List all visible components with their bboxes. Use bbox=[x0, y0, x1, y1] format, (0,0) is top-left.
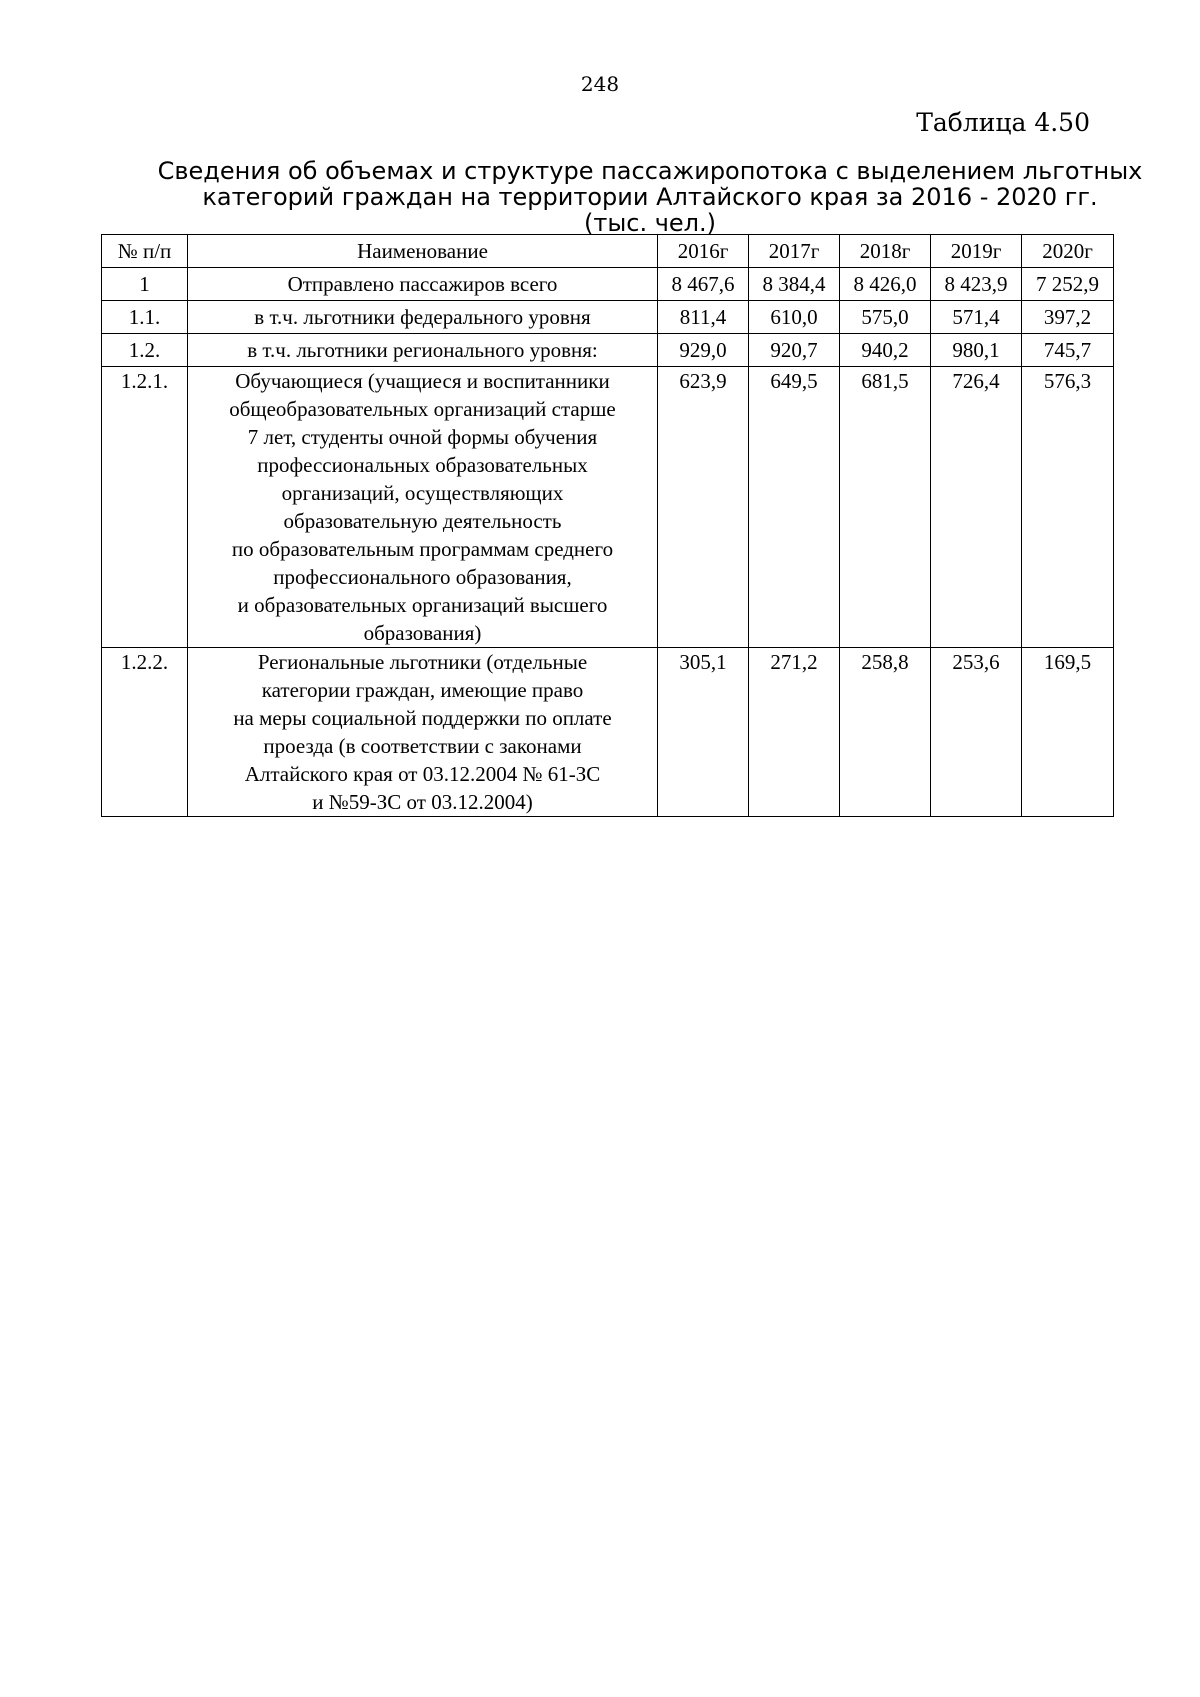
value-2018: 258,8 bbox=[840, 648, 931, 817]
header-name: Наименование bbox=[188, 235, 658, 268]
header-2016: 2016г bbox=[658, 235, 749, 268]
row-name-line: в т.ч. льготники регионального уровня: bbox=[247, 338, 598, 362]
value-2020: 576,3 bbox=[1022, 367, 1114, 648]
row-name-line: профессиональных образовательных bbox=[257, 453, 588, 477]
value-2017: 610,0 bbox=[749, 301, 840, 334]
value-2017: 649,5 bbox=[749, 367, 840, 648]
passenger-flow-table bbox=[101, 234, 1114, 817]
row-name-line: категории граждан, имеющие право bbox=[261, 678, 584, 702]
header-2017: 2017г bbox=[749, 235, 840, 268]
value-2016: 623,9 bbox=[658, 367, 749, 648]
row-name-line: на меры социальной поддержки по оплате bbox=[233, 706, 612, 730]
value-2018: 8 426,0 bbox=[840, 268, 931, 301]
value-2016: 929,0 bbox=[658, 334, 749, 367]
value-2019: 253,6 bbox=[931, 648, 1022, 817]
table-row bbox=[102, 648, 1114, 817]
header-2018: 2018г bbox=[840, 235, 931, 268]
row-name bbox=[188, 648, 658, 817]
value-2020: 397,2 bbox=[1022, 301, 1114, 334]
row-number: 1.2.1. bbox=[102, 367, 188, 648]
value-2018: 575,0 bbox=[840, 301, 931, 334]
header-number: № п/п bbox=[102, 235, 188, 268]
value-2017: 271,2 bbox=[749, 648, 840, 817]
row-name-line: общеобразовательных организаций старше bbox=[229, 397, 616, 421]
row-name bbox=[188, 301, 658, 334]
value-2018: 940,2 bbox=[840, 334, 931, 367]
row-name-line: проезда (в соответствии с законами bbox=[263, 734, 582, 758]
row-name-line: в т.ч. льготники федерального уровня bbox=[254, 305, 591, 329]
table-row bbox=[102, 268, 1114, 301]
value-2017: 8 384,4 bbox=[749, 268, 840, 301]
table-row bbox=[102, 301, 1114, 334]
value-2019: 8 423,9 bbox=[931, 268, 1022, 301]
row-name-line: 7 лет, студенты очной формы обучения bbox=[247, 425, 598, 449]
row-name-line: организаций, осуществляющих bbox=[281, 481, 564, 505]
row-number: 1.1. bbox=[102, 301, 188, 334]
row-name bbox=[188, 367, 658, 648]
row-name-line: образования) bbox=[363, 621, 482, 645]
title-line: категорий граждан на территории Алтайского края за 2016 - 2020 гг. bbox=[202, 183, 1098, 211]
table-title bbox=[150, 158, 1150, 236]
title-line: Сведения об объемах и структуре пассажиропотока с выделением льготных bbox=[157, 157, 1143, 185]
row-name-line: Региональные льготники (отдельные bbox=[257, 650, 588, 674]
table-row bbox=[102, 334, 1114, 367]
row-number: 1.2. bbox=[102, 334, 188, 367]
row-name-line: профессионального образования, bbox=[273, 565, 572, 589]
row-name-line: и образовательных организаций высшего bbox=[237, 593, 608, 617]
value-2017: 920,7 bbox=[749, 334, 840, 367]
page-number: 248 bbox=[580, 72, 620, 96]
value-2019: 571,4 bbox=[931, 301, 1022, 334]
value-2016: 305,1 bbox=[658, 648, 749, 817]
value-2019: 726,4 bbox=[931, 367, 1022, 648]
row-name-line: и №59-ЗС от 03.12.2004) bbox=[312, 790, 533, 814]
value-2020: 169,5 bbox=[1022, 648, 1114, 817]
row-name-line: Алтайского края от 03.12.2004 № 61-ЗС bbox=[244, 762, 601, 786]
row-number: 1.2.2. bbox=[102, 648, 188, 817]
value-2016: 8 467,6 bbox=[658, 268, 749, 301]
row-name-line: по образовательным программам среднего bbox=[231, 537, 614, 561]
value-2019: 980,1 bbox=[931, 334, 1022, 367]
row-name-line: образовательную деятельность bbox=[283, 509, 562, 533]
title-units: (тыс. чел.) bbox=[583, 209, 717, 237]
value-2018: 681,5 bbox=[840, 367, 931, 648]
row-name bbox=[188, 268, 658, 301]
table-row bbox=[102, 367, 1114, 648]
row-number: 1 bbox=[102, 268, 188, 301]
header-2019: 2019г bbox=[931, 235, 1022, 268]
table-label: Таблица 4.50 bbox=[916, 108, 1090, 137]
value-2016: 811,4 bbox=[658, 301, 749, 334]
value-2020: 745,7 bbox=[1022, 334, 1114, 367]
header-2020: 2020г bbox=[1022, 235, 1114, 268]
value-2020: 7 252,9 bbox=[1022, 268, 1114, 301]
row-name-line: Отправлено пассажиров всего bbox=[287, 272, 558, 296]
row-name-line: Обучающиеся (учащиеся и воспитанники bbox=[235, 369, 610, 393]
table-header-row bbox=[102, 235, 1114, 268]
row-name bbox=[188, 334, 658, 367]
